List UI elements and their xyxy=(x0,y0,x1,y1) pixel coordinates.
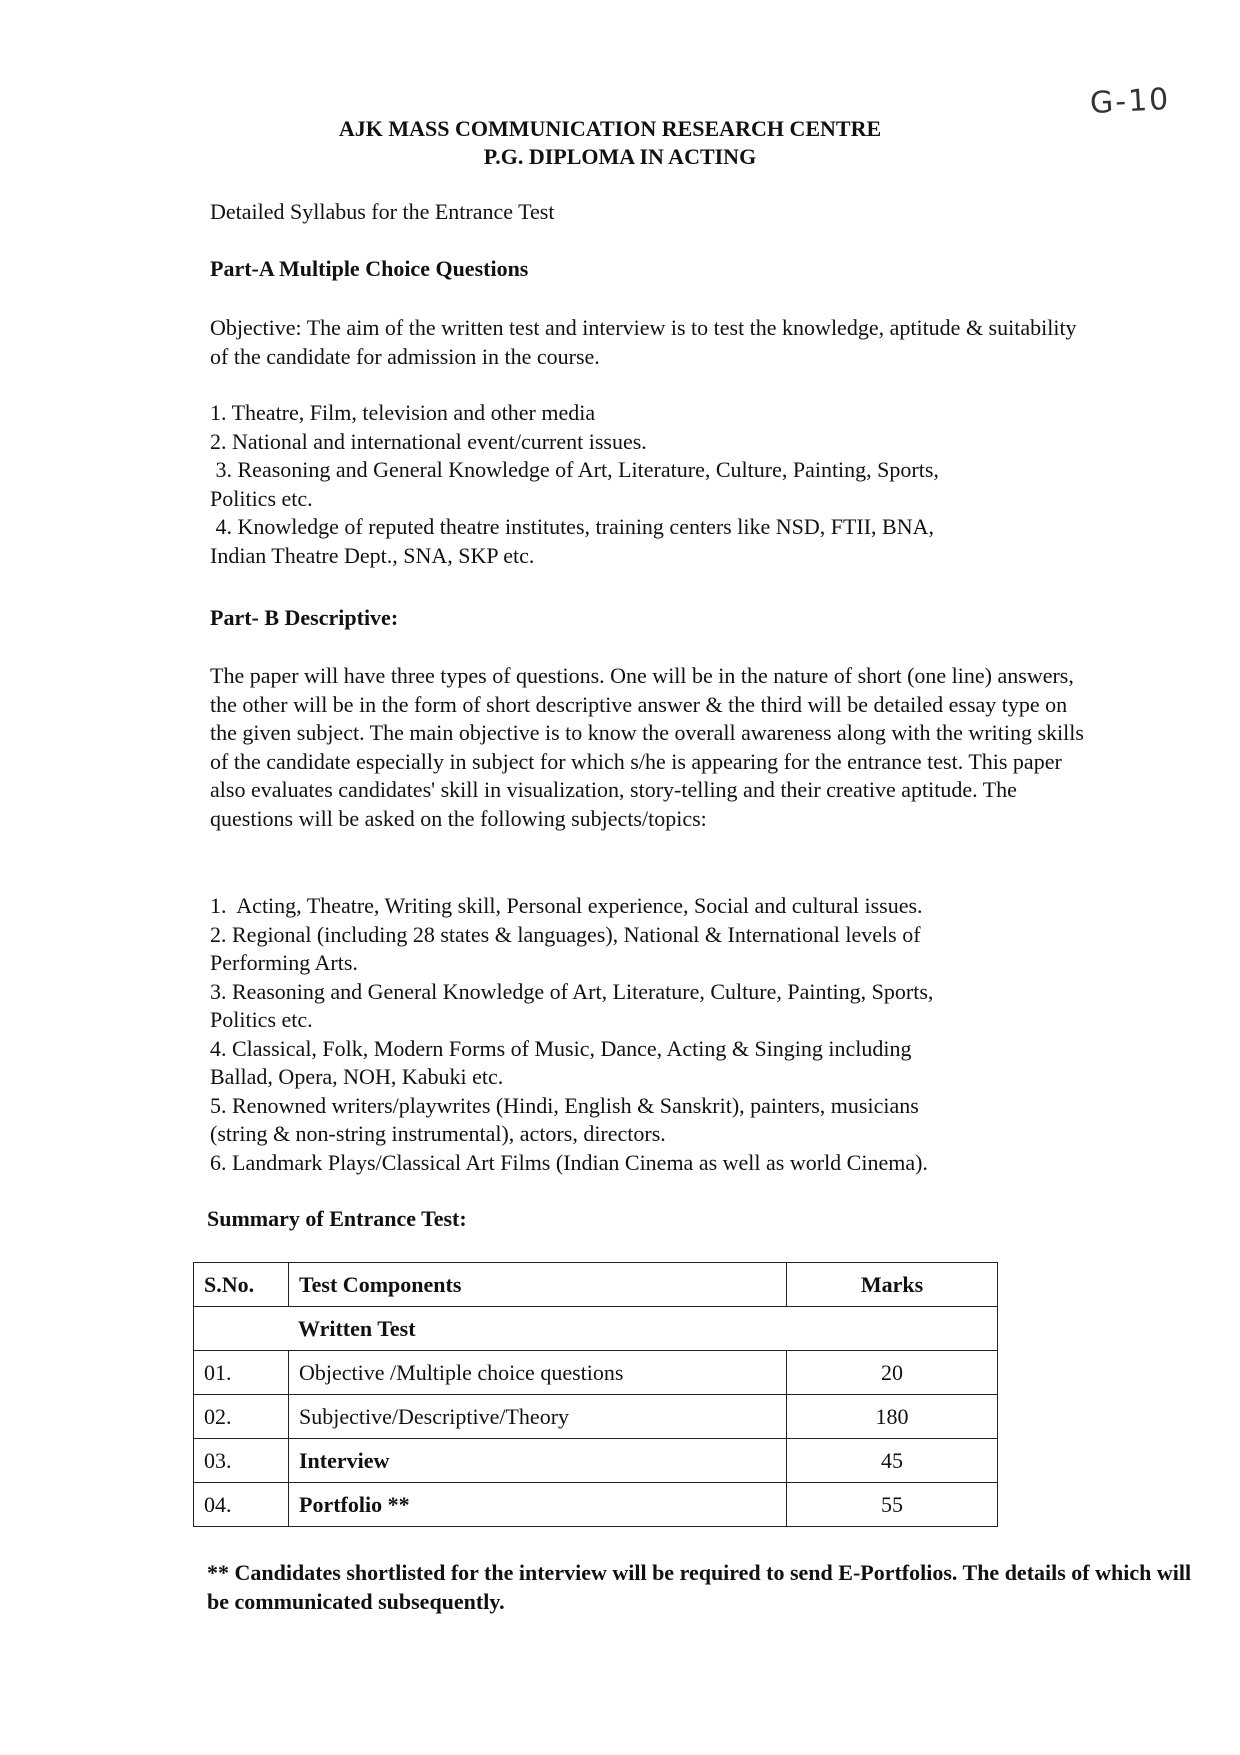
cell-sno: 03. xyxy=(194,1439,289,1483)
cell-component: Interview xyxy=(289,1439,787,1483)
list-item: 3. Reasoning and General Knowledge of Art, Literature, Culture, Painting, Sports, xyxy=(210,457,939,482)
cell-marks: 180 xyxy=(787,1395,998,1439)
list-item: 3. Reasoning and General Knowledge of Art, Literature, Culture, Painting, Sports, xyxy=(210,978,934,1004)
column-header-sno: S.No. xyxy=(194,1263,289,1307)
list-item-continued: Ballad, Opera, NOH, Kabuki etc. xyxy=(210,1064,504,1089)
section-label-written-test: Written Test xyxy=(194,1307,998,1351)
list-item: 2. Regional (including 28 states & languages), National & International levels of xyxy=(210,921,921,947)
list-item: 2. National and international event/current issues. xyxy=(210,428,647,454)
list-item-continued: Politics etc. xyxy=(210,1007,313,1032)
portfolio-footnote: ** Candidates shortlisted for the interview will be required to send E-Portfolios. The details of which will be communicated subsequently. xyxy=(207,1560,1192,1614)
list-item-continued: (string & non-string instrumental), actors, directors. xyxy=(210,1121,666,1146)
part-a-objective: Objective: The aim of the written test and interview is to test the knowledge, aptitude & suitability of the candidate for admission in the course. xyxy=(210,315,1077,369)
part-a-heading: Part-A Multiple Choice Questions xyxy=(210,256,529,281)
table-header-row xyxy=(194,1263,998,1307)
document-header xyxy=(0,115,1240,171)
summary-heading: Summary of Entrance Test: xyxy=(207,1206,467,1231)
part-b-list xyxy=(210,892,1090,1177)
column-header-marks: Marks xyxy=(787,1263,998,1307)
list-item: 1. Theatre, Film, television and other media xyxy=(210,400,596,425)
list-item-continued: Indian Theatre Dept., SNA, SKP etc. xyxy=(210,542,535,568)
institution-title: AJK MASS COMMUNICATION RESEARCH CENTRE xyxy=(338,116,882,141)
cell-marks: 20 xyxy=(787,1351,998,1395)
cell-sno: 04. xyxy=(194,1483,289,1527)
list-item: 1. Acting, Theatre, Writing skill, Personal experience, Social and cultural issues. xyxy=(210,893,923,918)
cell-sno: 02. xyxy=(194,1395,289,1439)
part-a-list xyxy=(210,399,1090,570)
cell-marks: 45 xyxy=(787,1439,998,1483)
program-title: P.G. DIPLOMA IN ACTING xyxy=(483,144,757,169)
table-section-row xyxy=(194,1307,998,1351)
cell-component: Subjective/Descriptive/Theory xyxy=(289,1395,787,1439)
list-item: 6. Landmark Plays/Classical Art Films (Indian Cinema as well as world Cinema). xyxy=(210,1149,928,1175)
list-item-continued: Politics etc. xyxy=(210,485,313,511)
handwritten-page-mark: G-10 xyxy=(1089,81,1172,122)
list-item-continued: Performing Arts. xyxy=(210,950,358,975)
summary-table xyxy=(193,1262,998,1527)
table-row xyxy=(194,1351,998,1395)
cell-component: Objective /Multiple choice questions xyxy=(289,1351,787,1395)
cell-sno: 01. xyxy=(194,1351,289,1395)
list-item: 4. Classical, Folk, Modern Forms of Music, Dance, Acting & Singing including xyxy=(210,1035,912,1061)
syllabus-subtitle: Detailed Syllabus for the Entrance Test xyxy=(210,199,555,224)
cell-marks: 55 xyxy=(787,1483,998,1527)
part-b-paragraph: The paper will have three types of questions. One will be in the nature of short (one line) answers, the other will be in the form of short descriptive answer & the third will be detailed essay type on the given subject. The main objective is to know the overall awareness along with the writing skills of the candidate especially in subject for which s/he is appearing for the entrance test. This paper also evaluates candidates' skill in visualization, story-telling and their creative aptitude. The questions will be asked on the following subjects/topics: xyxy=(210,663,1084,831)
table-row xyxy=(194,1439,998,1483)
table-row xyxy=(194,1395,998,1439)
column-header-component: Test Components xyxy=(289,1263,787,1307)
part-b-heading: Part- B Descriptive: xyxy=(210,605,399,630)
table-row xyxy=(194,1483,998,1527)
cell-component: Portfolio ** xyxy=(289,1483,787,1527)
list-item: 5. Renowned writers/playwrites (Hindi, English & Sanskrit), painters, musicians xyxy=(210,1092,919,1118)
list-item: 4. Knowledge of reputed theatre institutes, training centers like NSD, FTII, BNA, xyxy=(210,514,935,539)
